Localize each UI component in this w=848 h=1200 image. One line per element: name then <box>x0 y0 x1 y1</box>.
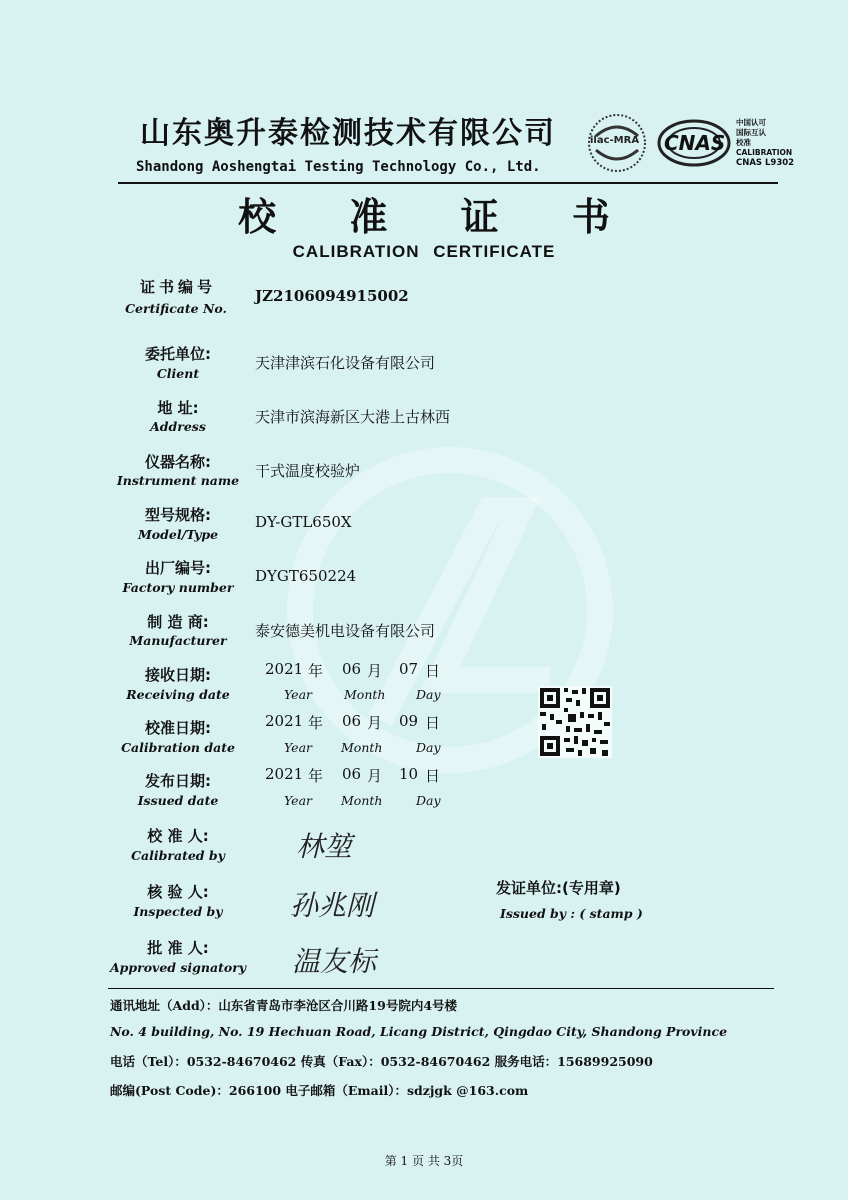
inspected-by-label-cn: 核 验 人: <box>147 883 209 901</box>
certificate-no-label-cn: 证书编号 <box>139 278 216 296</box>
header-rule <box>118 182 778 184</box>
approved-by-label-cn: 批 准 人: <box>147 939 209 957</box>
year-unit-cn: 年 <box>308 767 324 785</box>
receiving-date-label-cn: 接收日期: <box>145 666 211 684</box>
address-value: 天津市滨海新区大港上古林西 <box>255 408 451 426</box>
receiving-month: 06 <box>342 660 362 678</box>
issued-year: 2021 <box>265 765 304 783</box>
year-unit-en: Year <box>284 793 312 808</box>
calibrated-by-label-cn: 校 准 人: <box>147 827 209 845</box>
calibrated-by-label-en: Calibrated by <box>131 848 225 863</box>
factory-number-value: DYGT650224 <box>255 567 357 585</box>
client-label-cn: 委托单位: <box>145 345 211 363</box>
factory-number-label-en: Factory number <box>122 580 234 595</box>
receiving-date-label-en: Receiving date <box>126 687 230 702</box>
approved-by-signature: 温友标 <box>292 945 377 978</box>
footer-post: 邮编(Post Code)：266100 电子邮箱（Email）：sdzjgk @163.com <box>110 1083 529 1098</box>
calibration-day: 09 <box>399 712 419 730</box>
title-cn: 校 准 证 书 <box>238 195 640 239</box>
receiving-day: 07 <box>399 660 419 678</box>
client-label-en: Client <box>156 366 200 381</box>
year-unit-en: Year <box>284 740 312 755</box>
day-unit-en: Day <box>416 793 441 808</box>
certificate-no-label-en: Certificate No. <box>125 301 227 316</box>
issued-date-label-cn: 发布日期: <box>145 772 211 790</box>
issuer-label-en: Issued by : ( stamp ) <box>500 906 643 921</box>
month-unit-en: Month <box>341 740 383 755</box>
certificate-no-value: JZ2106094915002 <box>255 287 409 305</box>
day-unit-cn: 日 <box>425 714 441 732</box>
receiving-year: 2021 <box>265 660 304 678</box>
day-unit-cn: 日 <box>425 767 441 785</box>
footer-rule <box>108 988 774 989</box>
month-unit-cn: 月 <box>367 767 383 785</box>
footer-phone: 电话（Tel）：0532-84670462 传真（Fax）：0532-84670462 服务电话：15689925090 <box>110 1054 653 1069</box>
ilac-mra-logo <box>586 112 648 174</box>
year-unit-cn: 年 <box>308 714 324 732</box>
issued-day: 10 <box>399 765 419 783</box>
footer-address-en: No. 4 building, No. 19 Hechuan Road, Licang District, Qingdao City, Shandong Province <box>110 1024 728 1039</box>
approved-by-label-en: Approved signatory <box>109 960 247 975</box>
year-unit-cn: 年 <box>308 662 324 680</box>
month-unit-cn: 月 <box>367 662 383 680</box>
inspected-by-label-en: Inspected by <box>133 904 223 919</box>
calibration-date-label-cn: 校准日期: <box>145 719 211 737</box>
year-unit-en: Year <box>284 687 312 702</box>
model-label-cn: 型号规格: <box>145 506 211 524</box>
footer-address-cn: 通讯地址（Add）：山东省青岛市李沧区合川路19号院内4号楼 <box>110 998 458 1013</box>
calibration-date-label-en: Calibration date <box>121 740 235 755</box>
day-unit-en: Day <box>416 740 441 755</box>
calibration-month: 06 <box>342 712 362 730</box>
issuer-label-cn: 发证单位:(专用章) <box>496 879 621 897</box>
cnas-logo <box>656 116 732 170</box>
address-label-en: Address <box>150 419 206 434</box>
instrument-name-label-cn: 仪器名称: <box>145 453 211 471</box>
qr-code <box>538 686 612 758</box>
calibration-year: 2021 <box>265 712 304 730</box>
model-value: DY-GTL650X <box>255 513 352 531</box>
cnas-note: 中国认可 国际互认 校准 CALIBRATION CNAS L9302 <box>736 118 795 168</box>
company-name-cn: 山东奥升泰检测技术有限公司 <box>140 116 556 151</box>
month-unit-en: Month <box>344 687 386 702</box>
manufacturer-value: 泰安德美机电设备有限公司 <box>255 622 436 640</box>
inspected-by-signature: 孙兆刚 <box>290 889 375 922</box>
title-en: CALIBRATION CERTIFICATE <box>292 242 556 261</box>
month-unit-en: Month <box>341 793 383 808</box>
manufacturer-label-en: Manufacturer <box>129 633 227 648</box>
address-label-cn: 地 址: <box>157 399 199 417</box>
day-unit-en: Day <box>416 687 441 702</box>
page-number: 第 1 页 共 3页 <box>384 1154 464 1168</box>
model-label-en: Model/Type <box>137 527 219 542</box>
company-name-en: Shandong Aoshengtai Testing Technology Co., Ltd. <box>136 159 541 175</box>
issued-date-label-en: Issued date <box>137 793 219 808</box>
instrument-name-label-en: Instrument name <box>116 473 240 488</box>
cnas-text: CNAS <box>664 131 726 155</box>
issued-month: 06 <box>342 765 362 783</box>
client-value: 天津津滨石化设备有限公司 <box>255 354 436 372</box>
day-unit-cn: 日 <box>425 662 441 680</box>
ilac-text: ilac-MRA <box>590 135 640 146</box>
calibrated-by-signature: 林堃 <box>296 830 353 863</box>
instrument-name-value: 干式温度校验炉 <box>255 462 361 480</box>
month-unit-cn: 月 <box>367 714 383 732</box>
factory-number-label-cn: 出厂编号: <box>145 559 211 577</box>
manufacturer-label-cn: 制 造 商: <box>147 613 209 631</box>
